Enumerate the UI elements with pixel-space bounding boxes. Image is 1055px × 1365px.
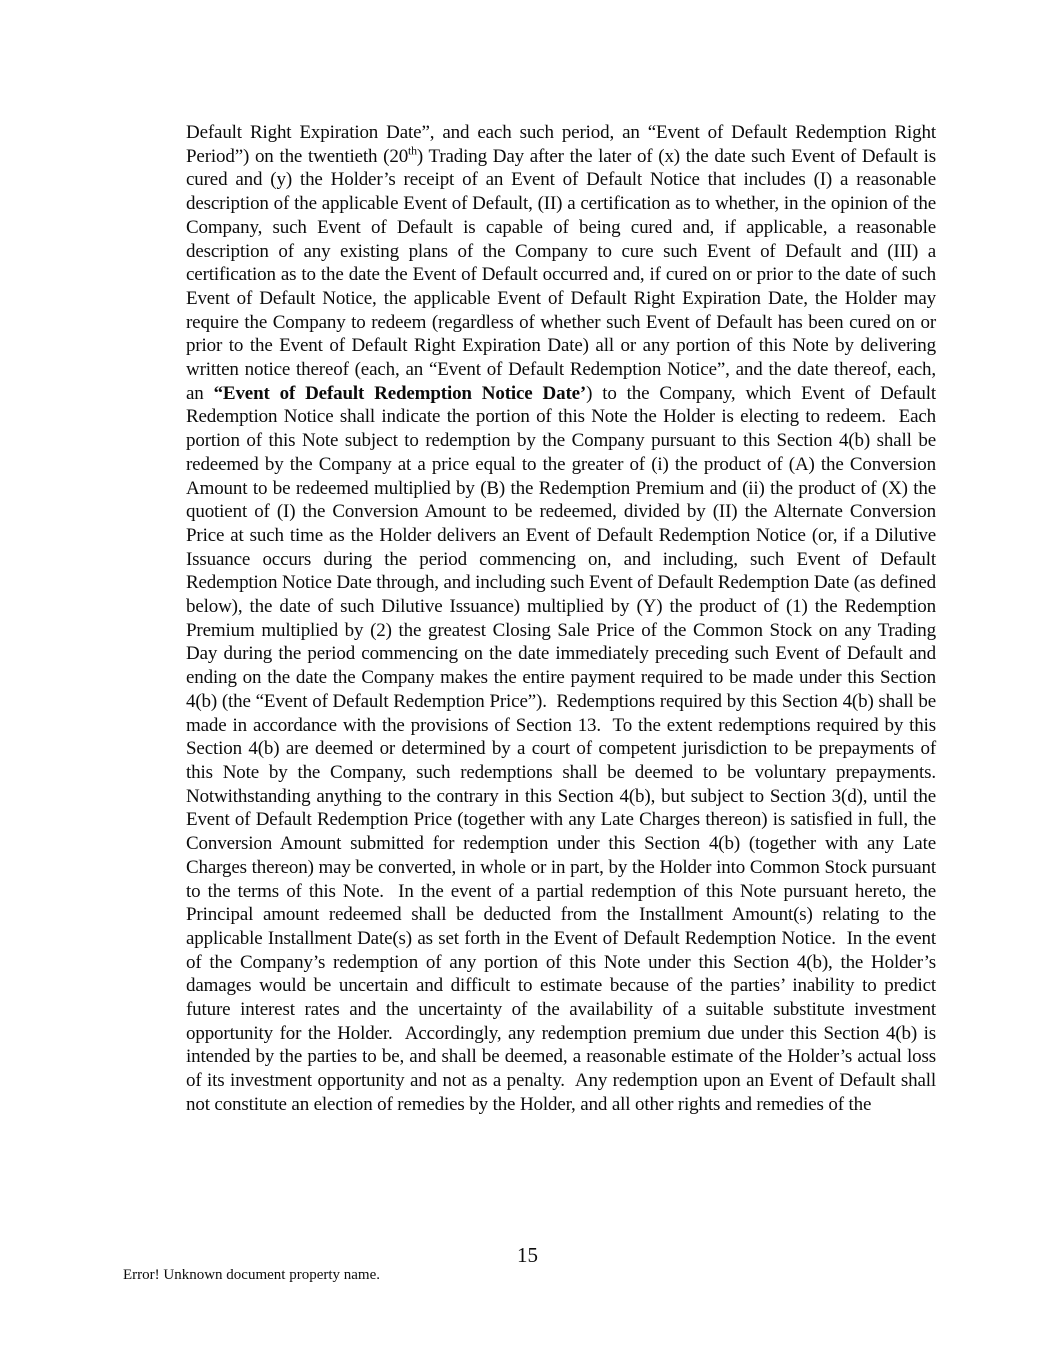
page-number: 15 (517, 1243, 538, 1267)
text-segment-bold: “Event of Default Redemption Notice Date’ (213, 382, 587, 404)
text-segment-normal: ) Trading Day after the later of (x) the date such Event of Default is cured and (y) the Holder’s receipt of an Event of Default Notice that includes (I) a reasonable description of the applicable Event of Default, (II) a certification as to whether, in the opinion of the Company, such Event of Default is capable of being cured and, if applicable, a reasonable description of any existing plans of the Company to cure such Event of Default and (III) a certification as to the date the Event of Default occurred and, if cured on or prior to the date of such Event of Default Notice, the applicable Event of Default Right Expiration Date, the Holder may require the Company to redeem (regardless of whether such Event of Default has been cured on or prior to the Event of Default Right Expiration Date) all or any portion of this Note by delivering written notice thereof (each, an “Event of Default Redemption Notice”, and the date thereof, each, an (186, 145, 941, 404)
body-paragraph (186, 121, 946, 1117)
text-segment-superscript: th (408, 144, 417, 158)
text-segment-normal: ) to the Company, which Event of Default Redemption Notice shall indicate the portion of this Note the Holder is electing to redeem. Each portion of this Note subject to redemption by the Company pursuant to this Section 4(b) shall be redeemed by the Company at a price equal to the greater of (i) the product of (A) the Conversion Amount to be redeemed multiplied by (B) the Redemption Premium and (ii) the product of (X) the quotient of (I) the Conversion Amount to be redeemed, divided by (II) the Alternate Conversion Price at such time as the Holder delivers an Event of Default Redemption Notice (or, if a Dilutive Issuance occurs during the period commencing on, and including, such Event of Default Redemption Notice Date through, and including such Event of Default Redemption Date (as defined below), the date of such Dilutive Issuance) multiplied by (Y) the product of (1) the Redemption Premium multiplied by (2) the greatest Closing Sale Price of the Common Stock on any Trading Day during the period commencing on the date immediately preceding such Event of Default and ending on the date the Company makes the entire payment required to be made under this Section 4(b) (the “Event of Default Redemption Price”). Redemptions required by this Section 4(b) shall be made in accordance with the provisions of Section 13. To the extent redemptions required by this Section 4(b) are deemed or determined by a court of competent jurisdiction to be prepayments of this Note by the Company, such redemptions shall be deemed to be voluntary prepayments. Notwithstanding anything to the contrary in this Section 4(b), but subject to Section 3(d), until the Event of Default Redemption Price (together with any Late Charges thereon) is satisfied in full, the Conversion Amount submitted for redemption under this Section 4(b) (together with any Late Charges thereon) may be converted, in whole or in part, by the Holder into Common Stock pursuant to the terms of this Note. In the event of a partial redemption of this Note pursuant hereto, the Principal amount redeemed shall be deducted from the Installment Amount(s) relating to the applicable Installment Date(s) as set forth in the Event of Default Redemption Notice. In the event of the Company’s redemption of any portion of this Note under this Section 4(b), the Holder’s damages would be uncertain and difficult to estimate because of the parties’ inability to predict future interest rates and the uncertainty of the availability of a suitable substitute investment opportunity for the Holder. Accordingly, any redemption premium due under this Section 4(b) is intended by the parties to be, and shall be deemed, a reasonable estimate of the Holder’s actual loss of its investment opportunity and not as a penalty. Any redemption upon an Event of Default shall not constitute an election of remedies by the Holder, and all other rights and remedies of the (186, 382, 946, 1115)
text-segment-normal: Default Right Expiration Date”, and each such period, an “Event of Default Redemption Right Period”) on the twentieth (20 (186, 122, 941, 167)
footer-error-text: Error! Unknown document property name. (123, 1267, 381, 1283)
